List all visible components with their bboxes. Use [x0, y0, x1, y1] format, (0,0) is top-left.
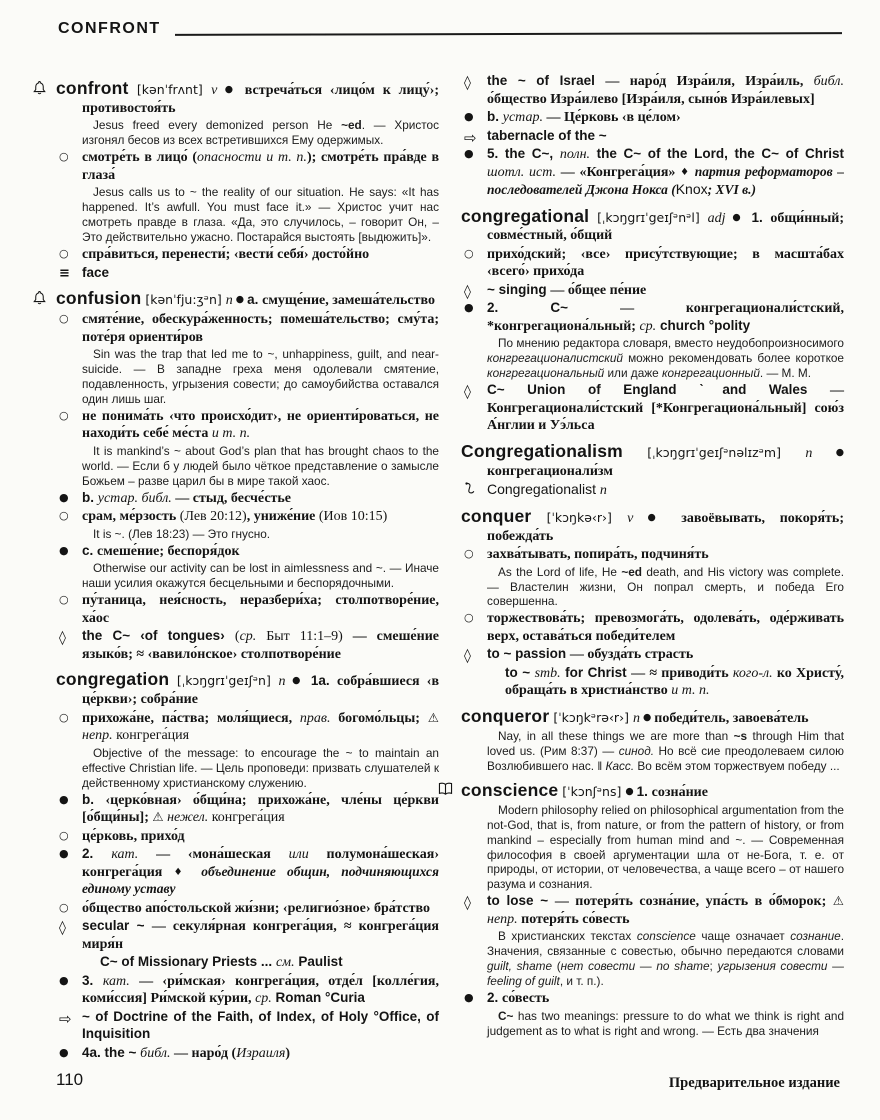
text-run: шотл. ист. [487, 164, 557, 180]
text-run: , униже́ние [246, 509, 319, 525]
sense-line [56, 1045, 439, 1063]
text-run: [kənˈfrʌnt] [128, 82, 212, 97]
text-run: см. [275, 955, 295, 971]
circle-marker: ○ [59, 150, 69, 164]
text-run: the C~ of the Lord, the C~ of Christ [590, 146, 844, 161]
bullet-marker: ● [59, 490, 69, 504]
bullet-marker: ● [59, 973, 69, 987]
circle-marker: ○ [59, 408, 69, 422]
book-icon [437, 782, 454, 795]
text-run: [ˈkɔŋkə‹r›] [531, 509, 628, 525]
text-run: Knox [675, 181, 708, 197]
text-run: n [599, 483, 607, 499]
diamond-marker: ◊ [464, 283, 471, 300]
text-run: . — М. М. [759, 366, 812, 381]
text-run: conscience [636, 929, 696, 944]
text-run: , и т. п.). [559, 974, 604, 989]
text-run: ♦ [680, 166, 695, 178]
text-run: 1. [636, 783, 652, 799]
example-text [461, 803, 844, 893]
text-run: непр. [82, 728, 113, 744]
text-run: to ~ passion [487, 646, 570, 662]
diamond-marker: ◊ [59, 630, 66, 647]
text-run: v [211, 83, 218, 98]
text-run: встреча́ться ‹лицо́м к лицу́›; противостоя́ть [82, 83, 439, 116]
example-text [461, 729, 844, 774]
text-run: 3. [82, 972, 103, 988]
text-run: кого-л. [732, 665, 773, 681]
text-run: Objective of the message: to encourage the ~ to maintain an effective Christian life. — Цель проповеди: призвать слушателей к действенному христианскому служению. [82, 745, 439, 790]
text-run: Но всё сие преодолеваем силою Возлюбившего нас. ‖ [487, 743, 844, 773]
text-run: — стыд, бесче́стье [171, 490, 292, 506]
text-run: Roman °Curia [271, 990, 365, 1006]
text-run: Paulist [294, 954, 343, 970]
text-run: конгрегационали́зм [487, 463, 613, 479]
text-run: ); смотре́ть пра́вде в глаза́ [82, 150, 440, 183]
sense-line [461, 382, 844, 435]
text-run: объединение общин, подчиняющихся единому уставу [82, 863, 439, 897]
text-run: ~ of Doctrine of the Faith, of Index, of Holy °Office, of Inquisition [82, 1008, 439, 1042]
text-run: устар. библ. [97, 490, 172, 506]
text-run: нежел. [163, 810, 209, 826]
circle-marker: ○ [59, 828, 69, 842]
text-run: устар. [502, 110, 543, 125]
text-run: conqueror [461, 705, 550, 726]
text-run: Otherwise our activity can be lost in aimlessness and ~. — Иначе наши усилия окажутся бесцельными и беспорядочными. [82, 561, 439, 591]
sense-line [56, 149, 439, 184]
sense-line [461, 246, 844, 281]
circle-marker: ○ [464, 547, 474, 561]
text-run: Sin was the trap that led me to ~, unhappiness, guilt, and near-suicide. — В западне греха меня одолевали смятение, подавленность, угрызения совести; до самоубийства оставался один лишь шаг. [82, 347, 439, 406]
text-run: b. [82, 489, 98, 505]
sense-line [461, 990, 844, 1008]
text-run: Congregationalist [487, 481, 600, 498]
diamond-marker: ◊ [464, 648, 471, 665]
text-run: не понима́ть ‹что происхо́дит›, не ориенти́роваться, не находи́ть себе́ ме́ста [82, 408, 439, 442]
text-run: ● [725, 211, 752, 223]
text-run: прав. [299, 710, 331, 726]
sense-line [461, 546, 844, 564]
text-run: through Him that loved us. (Рим 8:37) — [487, 728, 844, 758]
sense-line [56, 246, 439, 264]
page-number: 110 [56, 1070, 84, 1089]
text-run: спра́виться, перенести́; ‹вести́ себя́› досто́йно [82, 247, 370, 263]
text-run: to lose ~ [487, 893, 555, 909]
text-run: непр. [487, 911, 518, 927]
diamond-marker: ◊ [464, 75, 471, 91]
text-run: ; [709, 959, 718, 974]
text-run: сознание [790, 929, 841, 944]
circle-marker: ○ [59, 710, 69, 724]
text-run: b. [487, 109, 503, 124]
text-run: ( [234, 629, 240, 645]
text-run: партия реформаторов – последователей Джона Нокса ( [487, 163, 844, 197]
bullet-marker: ● [464, 147, 474, 160]
text-run: C~ Union of England ˋand Wales [487, 382, 830, 398]
text-run: a. [247, 292, 263, 308]
text-run: 2. C~ [487, 300, 621, 316]
text-columns [56, 72, 844, 1063]
text-run: ко Христу́, обраща́ть в христиа́нство [505, 665, 844, 699]
text-run: Израиля [236, 1045, 286, 1061]
text-run: и т. п. [211, 426, 251, 442]
text-run: congregational [461, 205, 590, 226]
text-run: Modern philosophy relied on philosophical argumentation from the not-God, that is, from nature, or from the pattern of history, or from mankind – especially from human mind and ~. — Современная философия в своей аргументации шла от не-Бога, т. е. от природы, от истории, от человечества, а чаще всего – от нашего разума и сознания. [487, 802, 844, 892]
text-run: ● [812, 446, 845, 458]
text-run: Во всём этом торжествуем победу ... [634, 758, 840, 773]
dictionary-entry [56, 78, 439, 117]
text-run: congregation [56, 669, 170, 690]
sense-line [56, 592, 439, 627]
sense-line [56, 543, 439, 561]
text-run: — о́бщее пе́ние [550, 282, 647, 298]
text-run: ● [232, 294, 248, 306]
text-run: n [632, 710, 640, 726]
dictionary-entry [56, 288, 439, 310]
text-run: ср. [239, 629, 257, 645]
text-run: tabernacle of the ~ [487, 127, 607, 143]
example-text [56, 118, 439, 148]
page-header [58, 20, 842, 38]
sense-line [461, 646, 844, 664]
text-run: 2. [487, 990, 503, 1006]
text-run: v [627, 510, 634, 526]
example-text [461, 565, 844, 610]
text-run: 1a. [310, 673, 337, 689]
text-run: конгрега́ция [208, 810, 285, 826]
sense-line [56, 710, 439, 745]
sense-line [56, 828, 439, 846]
bell-icon [32, 80, 47, 96]
text-run: ср. [639, 318, 657, 334]
bell-icon [32, 290, 47, 306]
text-run: It is ~. (Лев 18:23) — Это гнусно. [93, 526, 271, 541]
text-run: кат. [102, 973, 130, 989]
bullet-marker: ● [59, 792, 69, 806]
text-run: — потеря́ть созна́ние, упа́сть в о́бморок; [554, 894, 833, 910]
bullet-marker: ● [464, 301, 474, 315]
text-run: Jesus freed every demonized person He [93, 118, 342, 133]
example-text [56, 444, 439, 489]
text-run: — [635, 959, 657, 974]
text-run: [ˌkɔŋgrɪˈgeɪʃᵊn] [169, 673, 279, 689]
warning-icon: ⚠ [152, 809, 164, 825]
text-run: прихо́дский; ‹все› прису́тствующие; в масшта́бах ‹всего́› прихо́да [487, 246, 844, 280]
bullet-marker: ● [464, 991, 474, 1005]
text-run: smb. [534, 665, 561, 681]
text-run: потеря́ть со́весть [517, 911, 630, 927]
text-run: Касс. [605, 758, 635, 773]
text-run: Congregationalism [461, 440, 623, 461]
text-run: конгрегациональный [487, 366, 605, 381]
text-run: конгрегационный [661, 366, 760, 381]
text-run: можно рекомендовать более короткое [623, 351, 844, 366]
example-text [56, 527, 439, 542]
text-run: feeling of guilt [487, 974, 560, 989]
text-run: опасности и т. п. [197, 150, 307, 166]
text-run: победи́тель, завоева́тель [654, 710, 809, 726]
example-text [56, 185, 439, 245]
usage-note [461, 336, 844, 381]
text-run: смяте́ние, обескура́женность; помеша́тельство; сму́та; поте́ря ориенти́ров [82, 312, 439, 345]
text-run: — ≈ приводи́ть [631, 665, 733, 681]
text-run: 1. [751, 209, 771, 225]
text-run: 4a. the ~ [82, 1044, 141, 1060]
arrow-marker: ⇨ [59, 1009, 72, 1028]
text-run: о́бщество Изра́илево [Изра́иля, сыно́в Изра́илевых] [487, 91, 815, 107]
running-head: CONFRONT [58, 20, 161, 37]
text-run: собра́вшиеся ‹в це́ркви›; собра́ние [82, 674, 439, 708]
text-run: По мнению редактора словаря, вместо неудобопроизносимого [498, 336, 844, 351]
text-run: the C~ ‹of tongues› [82, 628, 235, 644]
text-run: adj [707, 210, 726, 226]
text-run: — наро́д ( [170, 1045, 237, 1061]
text-run: n [278, 674, 286, 690]
text-run: созна́ние [651, 784, 708, 800]
sense-line [56, 628, 439, 663]
text-run: church °polity [656, 317, 751, 333]
bullet-marker: ● [464, 110, 474, 123]
example-text [461, 1009, 844, 1039]
text-run: C~ of Missionary Priests ... [100, 954, 276, 970]
right-column [461, 72, 844, 1063]
sense-line [461, 282, 844, 300]
text-run: 5. the C~, [487, 146, 560, 161]
text-run: смуще́ние, замеша́тельство [262, 293, 435, 309]
warning-icon: ⚠ [427, 709, 439, 725]
text-run: c. [82, 542, 98, 558]
text-run: богомо́льцы; [330, 710, 428, 726]
diamond-marker: ◊ [59, 920, 66, 937]
arrow-marker: ⇨ [464, 128, 477, 147]
usage-note [461, 929, 844, 989]
bullet-marker: ● [59, 543, 69, 557]
text-run: — «Конгрега́ция» [556, 164, 681, 180]
circle-marker: ○ [59, 900, 69, 914]
text-run: As the Lord of life, He [498, 564, 622, 579]
text-run: смеше́ние; беспоря́док [97, 543, 240, 559]
text-run: конгрега́ция [112, 728, 190, 744]
text-run: confusion [56, 288, 142, 309]
text-run: conquer [461, 505, 532, 526]
text-run: [kənˈfju:ʒᵊn] [141, 292, 226, 308]
text-run: ● [625, 785, 637, 797]
text-run: смотре́ть в лицо́ ( [82, 150, 198, 166]
text-run: Jesus calls us to ~ the reality of our situation. He says: «It has happened. It’s awfull. You must face it.» — Христос учит нас смотреть правде в глаза. «Да, это случилось, – говорит Он, – Это действительно ужасно. Постарайся выстоять [выдюжить]». [82, 185, 439, 245]
text-run: конгрегационалистский [487, 351, 623, 366]
text-run: secular ~ [82, 918, 152, 934]
dictionary-entry [461, 206, 844, 245]
sense-line [461, 300, 844, 335]
text-run: death, and His victory was complete. — Властелин жизни, Он попрал смерть, и победа Его совершенна. [487, 564, 844, 609]
text-run: угрызения совести [717, 959, 828, 974]
text-run: це́рковь, прихо́д [82, 828, 185, 844]
text-run: чаще означает [695, 929, 791, 944]
sense-line [461, 73, 844, 108]
text-run: прихожа́не, па́ства; моля́щиеся, [82, 710, 300, 726]
text-run: the ~ of Israel [487, 73, 606, 88]
sense-line [56, 846, 439, 899]
text-run: has two meanings: pressure to do what we think is right and judgement as to what is right and wrong. — Есть два значения [487, 1008, 844, 1038]
bullet-marker: ● [59, 847, 69, 861]
text-run: ( [552, 959, 561, 974]
text-run: (Лев 20:12) [179, 509, 247, 525]
text-run: — конгрегационали́стский, *конгрегациона́льный; [487, 301, 844, 334]
text-run: n [805, 445, 813, 461]
text-run: — наро́д Изра́иля, Изра́иль, [605, 74, 814, 89]
text-run: — ‹ри́мская› конгрега́ция, отде́л [колле́гия, коми́ссия] Ри́мской ку́рии, [82, 973, 439, 1007]
text-run: общи́нный; совме́стный, о́бщий [487, 210, 845, 244]
text-run: полн. [559, 147, 591, 162]
text-run: — обузда́ть страсть [569, 647, 694, 663]
phrase-line [56, 954, 439, 972]
sense-line [56, 311, 439, 346]
diamond-marker: ◊ [464, 384, 471, 401]
text-run: 2. [82, 846, 112, 862]
sense-line [461, 893, 844, 928]
sense-line [56, 918, 439, 953]
dictionary-entry [461, 706, 844, 728]
text-run: (Иов 10:15) [318, 509, 388, 525]
text-run: завоёвывать, покоря́ть; побежда́ть [487, 510, 844, 544]
equiv-marker: ≡ [59, 265, 70, 281]
text-run: — [827, 959, 844, 974]
text-run: или даже [604, 366, 662, 381]
text-run: пу́таница, нея́сность, неразбери́ха; столпотворе́ние, ха́ос [82, 593, 439, 626]
text-run: — Це́рковь ‹в це́лом› [542, 110, 681, 125]
text-run: for Christ [560, 664, 632, 680]
text-run: to ~ [505, 664, 535, 680]
text-run: ) [285, 1045, 291, 1061]
text-run: библ. [813, 74, 844, 89]
text-run: [ˌkɔŋgrɪˈgeɪʃᵊnəlɪzᵊm] [622, 444, 806, 460]
text-run: ~ed [621, 564, 642, 579]
sense-line [56, 490, 439, 508]
text-run: C~ [498, 1008, 514, 1023]
example-text [56, 561, 439, 591]
text-run: В христианских текстах [498, 929, 637, 944]
text-run: ‹церко́вная› о́бщи́на; прихожа́не, чле́ны це́ркви [о́бщи́ны]; [82, 792, 439, 826]
text-run: ● [285, 675, 311, 687]
circle-marker: ○ [464, 246, 474, 260]
text-run: — секуля́рная конгрега́ция, ≈ конгрега́ция миря́н [82, 919, 439, 952]
text-run: Nay, in all these things we are more than [498, 728, 734, 743]
text-run: полумона́шеская› конгрега́ция [82, 847, 439, 880]
text-run: ● [217, 84, 245, 95]
diamond-marker: ◊ [464, 895, 471, 912]
sense-line [56, 973, 439, 1008]
text-run: ср. [255, 991, 272, 1007]
text-run: — смеше́ние языко́в; ≈ ‹вавило́нское› столпотворе́ние [82, 629, 439, 662]
dictionary-entry [56, 669, 439, 708]
text-run: или [288, 847, 309, 863]
text-run: ~ed [341, 118, 362, 133]
edition-note: Предварительное издание [668, 1075, 840, 1091]
dictionary-entry [461, 780, 844, 802]
text-run: торжествова́ть; превозмога́ть, одолева́ть, оде́рживать верх, остава́ться победи́телем [487, 611, 844, 644]
text-run: захва́тывать, попира́ть, подчиня́ть [487, 547, 709, 563]
sense-line [461, 610, 844, 645]
text-run: guilt, shame [487, 959, 553, 974]
circle-marker: ○ [59, 509, 69, 523]
text-run: синод. [618, 743, 654, 758]
warning-icon: ⚠ [832, 893, 844, 909]
circle-marker: ○ [464, 611, 474, 625]
text-run: [ˌkɔŋgrɪˈgeɪʃᵊnᵊl] [589, 209, 708, 225]
text-run: . — Христос изгонял бесов из всех встретившихся Ему одержимых. [82, 118, 439, 148]
sense-line [56, 900, 439, 918]
text-run: кат. [111, 847, 139, 863]
text-run: face [82, 264, 110, 280]
circle-marker: ○ [59, 247, 69, 261]
derived-forms-icon [464, 481, 475, 495]
circle-marker: ○ [59, 593, 69, 607]
sense-line [56, 1009, 439, 1044]
left-column [56, 72, 439, 1063]
text-run: confront [56, 78, 129, 98]
dictionary-entry [461, 441, 844, 480]
text-run: no shame [656, 959, 710, 974]
text-run: — Конгрегационали́стский [*Конгрегациона́льный] сою́з А́нглии и Уэ́льса [487, 383, 844, 434]
text-run: о́бщество апо́стольской жи́зни; ‹религио́зное› бра́тство [82, 900, 431, 916]
text-run: . Значения, связанные с совестью, обычно передаются словами [487, 929, 844, 959]
header-rule [175, 32, 842, 36]
sense-line [56, 265, 439, 283]
sense-line [56, 792, 439, 827]
text-run: и т. п. [671, 683, 710, 699]
text-run: ● [633, 511, 682, 523]
text-run: ♦ [173, 866, 202, 878]
sense-line [461, 109, 844, 127]
text-run: ~s [733, 728, 748, 743]
text-run: ● [639, 711, 655, 723]
sense-line [461, 128, 844, 146]
text-run: нет совести [560, 959, 636, 974]
dictionary-entry [461, 506, 844, 545]
text-run: ~ singing [487, 281, 551, 297]
sense-line [461, 481, 844, 500]
example-text [56, 347, 439, 407]
phrase-line [461, 665, 844, 700]
text-run: ; XVI в.) [707, 182, 757, 197]
example-text [56, 746, 439, 791]
text-run: conscience [461, 779, 559, 800]
text-run: срам, ме́рзость [82, 509, 180, 525]
circle-marker: ○ [59, 312, 69, 326]
sense-line [56, 508, 439, 526]
text-run: b. [82, 791, 106, 807]
text-run: [ˈkɔnʃᵊns] [558, 783, 626, 799]
text-run: n [225, 293, 233, 309]
bullet-marker: ● [59, 1045, 69, 1059]
text-run: со́весть [502, 991, 550, 1007]
text-run: [ˈkɔŋkᵊrə‹r›] [549, 709, 633, 725]
text-run: библ. [140, 1045, 171, 1061]
text-run: It is mankind’s ~ about God’s plan that has brought chaos to the world. — Если б у людей было чёткое представление о замысле Божьем – разве царил бы в мире такой хаос. [82, 443, 439, 488]
sense-line [56, 408, 439, 443]
sense-line [461, 146, 844, 200]
text-run: Быт 11:1–9) [256, 629, 353, 645]
text-run: — ‹мона́шеская [138, 847, 289, 863]
